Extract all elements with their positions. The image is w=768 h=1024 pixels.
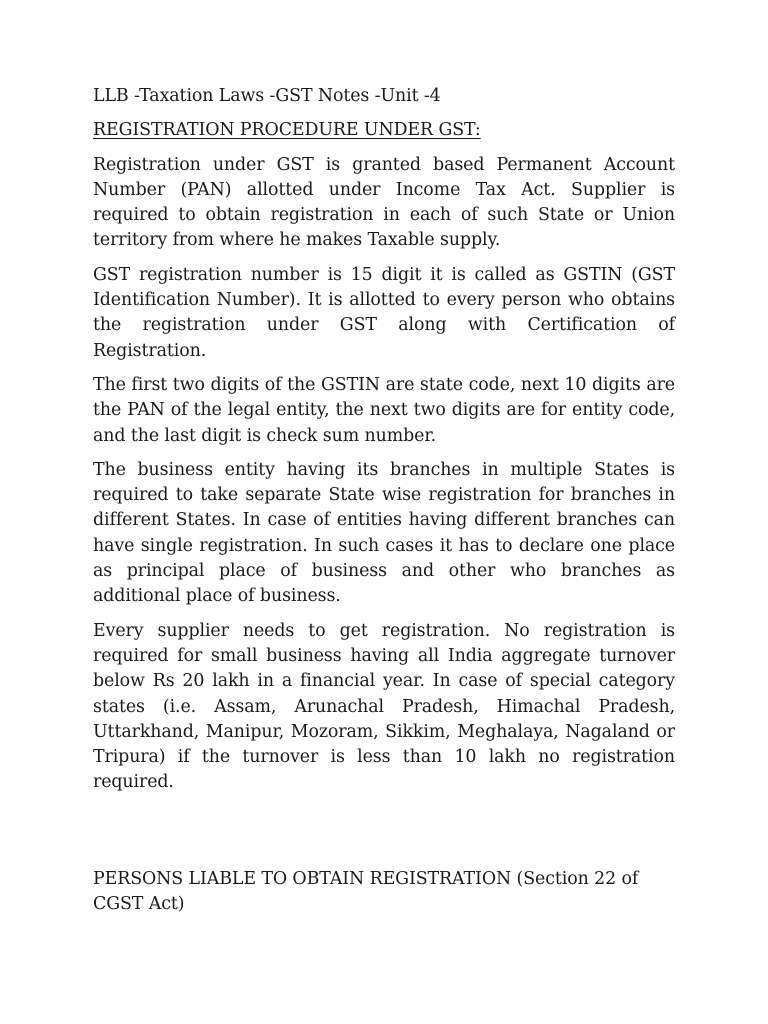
paragraph-turnover-threshold: Every supplier needs to get registration. No registration is required for small business having all India aggregate turnover below Rs 20 lakh in a financial year. In case of special category states (i.e. Assam, Arunachal Pradesh, Himachal Pradesh, Uttarkhand, Manipur, Mozoram, Sikkim, Meghalaya, Nagaland or Tripura) if the turnover is less than 10 lakh no registration required. xyxy=(93,620,675,793)
paragraph-gstin-structure: The first two digits of the GSTIN are state code, next 10 digits are the PAN of the legal entity, the next two digits are for entity code, and the last digit is check sum number. xyxy=(93,374,675,446)
persons-liable-heading: PERSONS LIABLE TO OBTAIN REGISTRATION (Section 22 of CGST Act) xyxy=(93,868,639,915)
document-page xyxy=(93,84,675,917)
paragraph-multi-state-branches: The business entity having its branches in multiple States is required to take separate State wise registration for branches in different States. In case of entities having different branches can have single registration. In such cases it has to declare one place as principal place of business and other who branches as additional place of business. xyxy=(93,459,675,607)
paragraph-pan-basis: Registration under GST is granted based Permanent Account Number (PAN) allotted under Income Tax Act. Supplier is required to obtain registration in each of such State or Union territory from where he makes Taxable supply. xyxy=(93,154,675,251)
vertical-spacer xyxy=(93,805,675,867)
section-title: REGISTRATION PROCEDURE UNDER GST: xyxy=(93,120,481,141)
document-header: LLB -Taxation Laws -GST Notes -Unit -4 xyxy=(93,86,441,106)
paragraph-gstin-definition: GST registration number is 15 digit it is called as GSTIN (GST Identification Number). It is allotted to every person who obtains the registration under GST along with Certification of Registration. xyxy=(93,264,675,361)
